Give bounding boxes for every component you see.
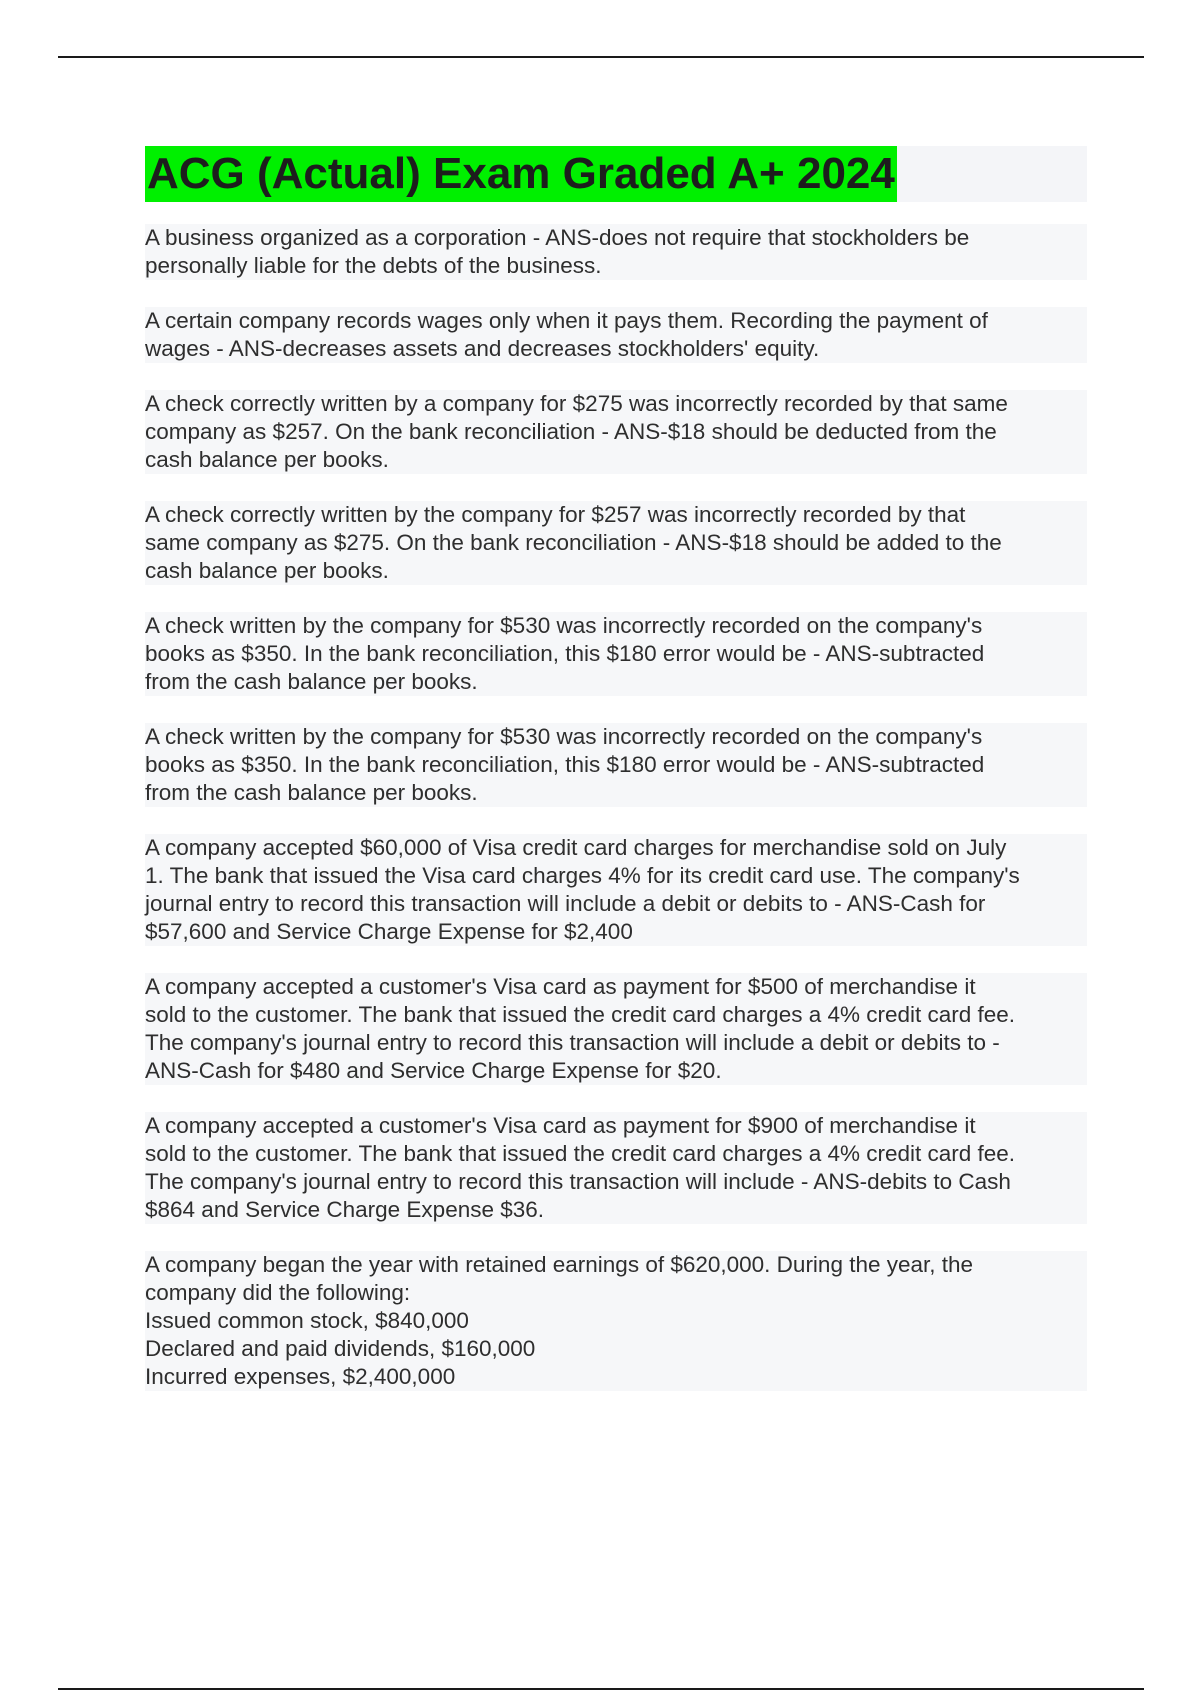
qa-entry-line: A certain company records wages only when it pays them. Recording the payment of — [145, 308, 988, 333]
qa-entry-line: wages - ANS-decreases assets and decreases stockholders' equity. — [145, 336, 820, 361]
qa-entry-line: ANS-Cash for $480 and Service Charge Expense for $20. — [145, 1058, 722, 1083]
qa-entry-line: Declared and paid dividends, $160,000 — [145, 1336, 536, 1361]
qa-entry-line: same company as $275. On the bank reconciliation - ANS-$18 should be added to the — [145, 530, 1002, 555]
qa-entry-line: A company accepted a customer's Visa card as payment for $900 of merchandise it — [145, 1113, 976, 1138]
qa-entry-line: $57,600 and Service Charge Expense for $2,400 — [145, 919, 633, 944]
qa-entry-line: from the cash balance per books. — [145, 780, 478, 805]
title-band — [145, 146, 1087, 202]
qa-entry-line: 1. The bank that issued the Visa card charges 4% for its credit card use. The company's — [145, 863, 1020, 888]
qa-entry — [145, 1251, 1087, 1391]
qa-entry-line: The company's journal entry to record this transaction will include - ANS-debits to Cash — [145, 1169, 1011, 1194]
qa-entry-line: A check correctly written by a company for $275 was incorrectly recorded by that same — [145, 391, 1008, 416]
qa-list — [145, 224, 1087, 1391]
qa-entry — [145, 723, 1087, 807]
qa-entry-line: personally liable for the debts of the business. — [145, 253, 602, 278]
qa-entry-line: The company's journal entry to record this transaction will include a debit or debits to - — [145, 1030, 1000, 1055]
qa-entry-line: books as $350. In the bank reconciliation, this $180 error would be - ANS-subtracted — [145, 641, 985, 666]
qa-entry-line: sold to the customer. The bank that issued the credit card charges a 4% credit card fee. — [145, 1141, 1016, 1166]
qa-entry-line: A company accepted a customer's Visa card as payment for $500 of merchandise it — [145, 974, 976, 999]
qa-entry-line: sold to the customer. The bank that issued the credit card charges a 4% credit card fee. — [145, 1002, 1016, 1027]
qa-entry — [145, 834, 1087, 946]
qa-entry-line: cash balance per books. — [145, 447, 389, 472]
qa-entry — [145, 390, 1087, 474]
page-top-rule — [58, 56, 1144, 58]
qa-entry — [145, 224, 1087, 280]
qa-entry-line: A check written by the company for $530 was incorrectly recorded on the company's — [145, 613, 983, 638]
qa-entry — [145, 307, 1087, 363]
qa-entry-line: A check written by the company for $530 was incorrectly recorded on the company's — [145, 724, 983, 749]
qa-entry — [145, 973, 1087, 1085]
qa-entry-line: company as $257. On the bank reconciliation - ANS-$18 should be deducted from the — [145, 419, 997, 444]
qa-entry-line: Issued common stock, $840,000 — [145, 1308, 469, 1333]
qa-entry — [145, 612, 1087, 696]
qa-entry-line: Incurred expenses, $2,400,000 — [145, 1364, 456, 1389]
qa-entry-line: A company began the year with retained earnings of $620,000. During the year, the — [145, 1252, 974, 1277]
qa-entry-line: $864 and Service Charge Expense $36. — [145, 1197, 545, 1222]
qa-entry-line: journal entry to record this transaction will include a debit or debits to - ANS-Cash for — [145, 891, 986, 916]
document-title: ACG (Actual) Exam Graded A+ 2024 — [145, 146, 897, 202]
qa-entry-line: books as $350. In the bank reconciliation, this $180 error would be - ANS-subtracted — [145, 752, 985, 777]
qa-entry-line: A check correctly written by the company for $257 was incorrectly recorded by that — [145, 502, 966, 527]
qa-entry-line: A business organized as a corporation - ANS-does not require that stockholders be — [145, 225, 970, 250]
qa-entry-line: A company accepted $60,000 of Visa credit card charges for merchandise sold on July — [145, 835, 1007, 860]
qa-entry-line: company did the following: — [145, 1280, 411, 1305]
qa-entry — [145, 1112, 1087, 1224]
document-body — [145, 146, 1087, 1418]
qa-entry-line: from the cash balance per books. — [145, 669, 478, 694]
page-bottom-rule — [58, 1688, 1144, 1690]
qa-entry — [145, 501, 1087, 585]
qa-entry-line: cash balance per books. — [145, 558, 389, 583]
